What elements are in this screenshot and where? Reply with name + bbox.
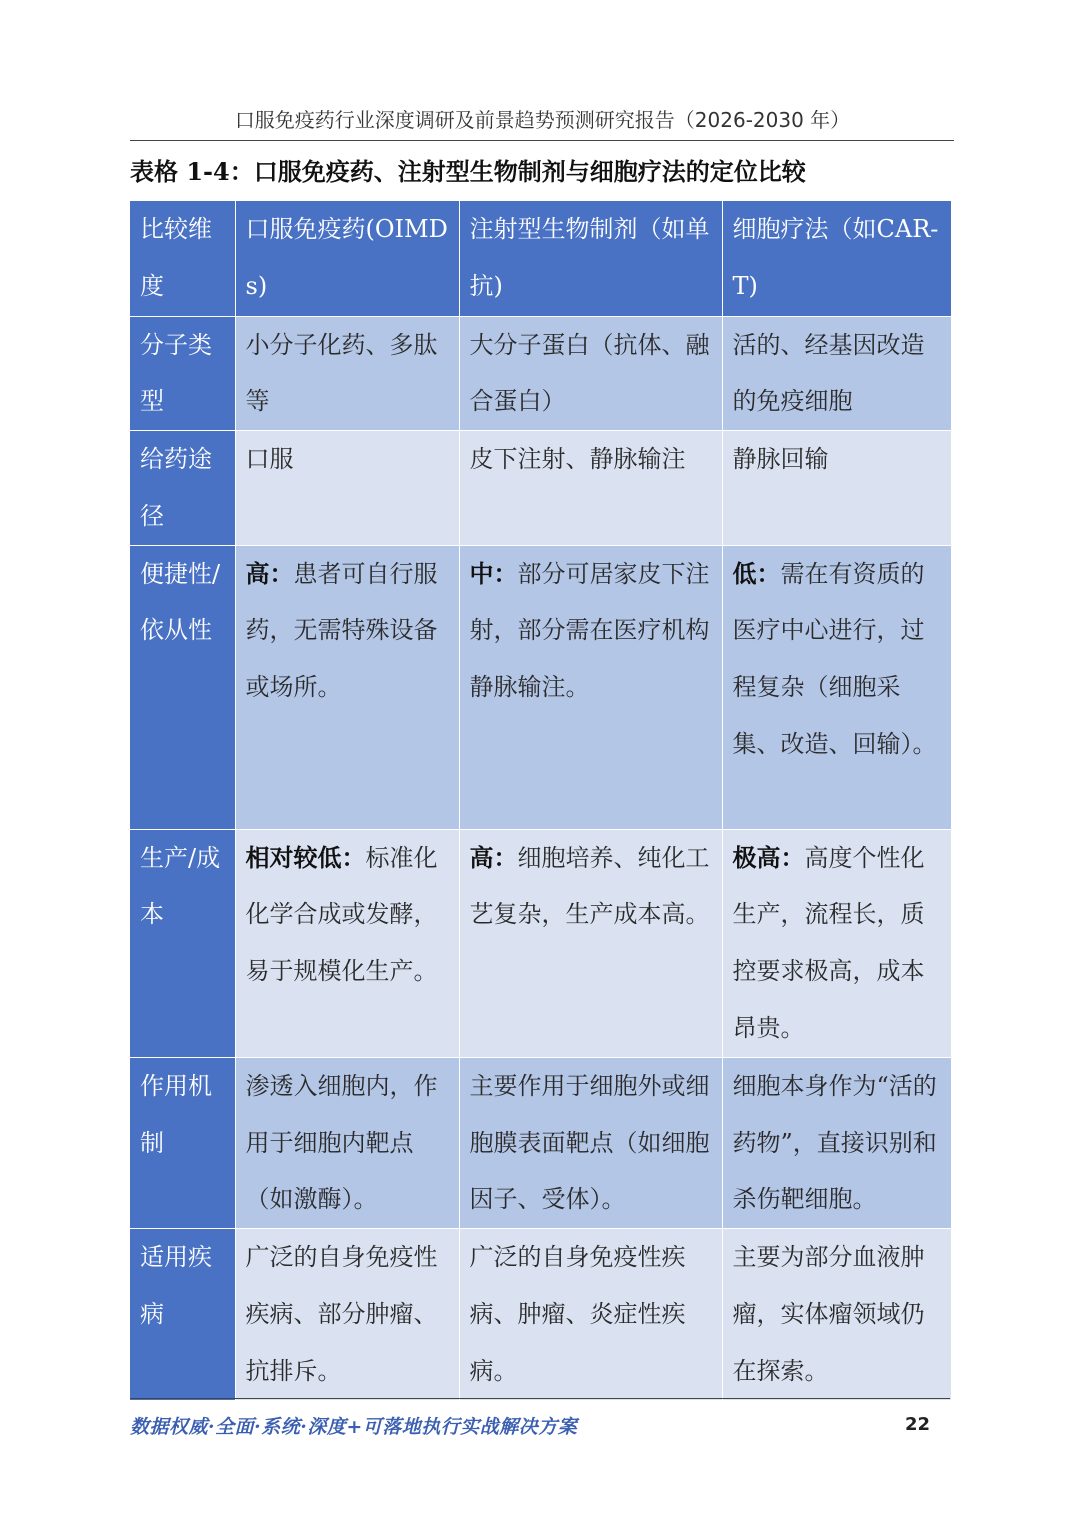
column-header-cell-therapy: 细胞疗法（如CAR-T) (722, 201, 951, 316)
table-row (130, 431, 951, 546)
table-cell (459, 316, 722, 431)
cell-text: 静脉回输 (732, 445, 829, 474)
cell-text: 广泛的自身免疫性疾病、部分肿瘤、抗排斥。 (245, 1243, 438, 1385)
table-row (130, 316, 951, 431)
cell-text: 部分可居家皮下注射，部分需在医疗机构静脉输注。 (469, 559, 710, 702)
table-row (130, 1057, 951, 1228)
row-label: 分子类型 (130, 316, 235, 431)
cell-text: 主要作用于细胞外或细胞膜表面靶点（如细胞因子、受体）。 (469, 1071, 710, 1214)
table-cell (459, 1057, 722, 1228)
footer-slogan: 数据权威·全面·系统·深度+可落地执行实战解决方案 (130, 1416, 578, 1438)
table-cell (722, 545, 951, 829)
cell-lead: 低： (732, 558, 781, 588)
comparison-table (130, 201, 951, 1401)
table-cell (235, 316, 459, 431)
cell-lead: 相对较低： (245, 842, 366, 872)
table-cell (722, 829, 951, 1057)
table-cell (235, 1229, 459, 1400)
table-cell (235, 829, 459, 1057)
cell-text: 主要为部分血液肿瘤，实体瘤领域仍在探索。 (732, 1243, 925, 1385)
page-number: 22 (904, 1414, 930, 1435)
header-divider (130, 140, 954, 141)
cell-text: 细胞培养、纯化工艺复杂，生产成本高。 (469, 843, 710, 929)
table-cell (459, 431, 722, 546)
cell-text: 口服 (245, 445, 294, 474)
cell-lead: 高： (469, 842, 518, 872)
row-label: 便捷性/依从性 (130, 545, 235, 829)
table-row (130, 545, 951, 829)
cell-text: 患者可自行服药，无需特殊设备或场所。 (245, 559, 438, 702)
cell-lead: 高： (245, 558, 294, 588)
table-cell (722, 431, 951, 546)
cell-lead: 极高： (732, 842, 805, 872)
cell-text: 标准化化学合成或发酵，易于规模化生产。 (245, 843, 438, 986)
column-header-oral-drugs: 口服免疫药(OIMDs) (235, 201, 459, 316)
footer-divider (130, 1398, 950, 1399)
table-cell (722, 316, 951, 431)
cell-text: 活的、经基因改造的免疫细胞 (732, 330, 925, 416)
cell-text: 大分子蛋白（抗体、融合蛋白） (469, 330, 710, 416)
cell-text: 细胞本身作为“活的药物”，直接识别和杀伤靶细胞。 (732, 1071, 937, 1214)
row-label: 作用机制 (130, 1057, 235, 1228)
table-cell (459, 545, 722, 829)
cell-lead: 中： (469, 558, 518, 588)
table-cell (235, 431, 459, 546)
cell-text: 广泛的自身免疫性疾病、肿瘤、炎症性疾病。 (469, 1243, 686, 1385)
table-cell (722, 1229, 951, 1400)
cell-text: 需在有资质的医疗中心进行，过程复杂（细胞采集、改造、回输）。 (732, 559, 937, 759)
table-header-row (130, 201, 951, 316)
table-cell (235, 545, 459, 829)
cell-text: 皮下注射、静脉输注 (469, 445, 686, 474)
cell-text: 高度个性化生产，流程长，质控要求极高，成本昂贵。 (732, 843, 925, 1043)
table-cell (235, 1057, 459, 1228)
table-cell (459, 829, 722, 1057)
table-caption: 表格 1-4：口服免疫药、注射型生物制剂与细胞疗法的定位比较 (130, 157, 806, 186)
column-header-injectable-biologics: 注射型生物制剂（如单抗) (459, 201, 722, 316)
cell-text: 渗透入细胞内，作用于细胞内靶点（如激酶）。 (245, 1071, 438, 1214)
row-label: 生产/成本 (130, 829, 235, 1057)
cell-text: 小分子化药、多肽等 (245, 330, 438, 416)
table-cell (722, 1057, 951, 1228)
row-label: 适用疾病 (130, 1229, 235, 1400)
table-row (130, 829, 951, 1057)
column-header-dimension: 比较维度 (130, 201, 235, 316)
running-header: 口服免疫药行业深度调研及前景趋势预测研究报告（2026-2030 年） (234, 108, 851, 132)
table-row (130, 1229, 951, 1400)
row-label: 给药途径 (130, 431, 235, 546)
table-cell (459, 1229, 722, 1400)
